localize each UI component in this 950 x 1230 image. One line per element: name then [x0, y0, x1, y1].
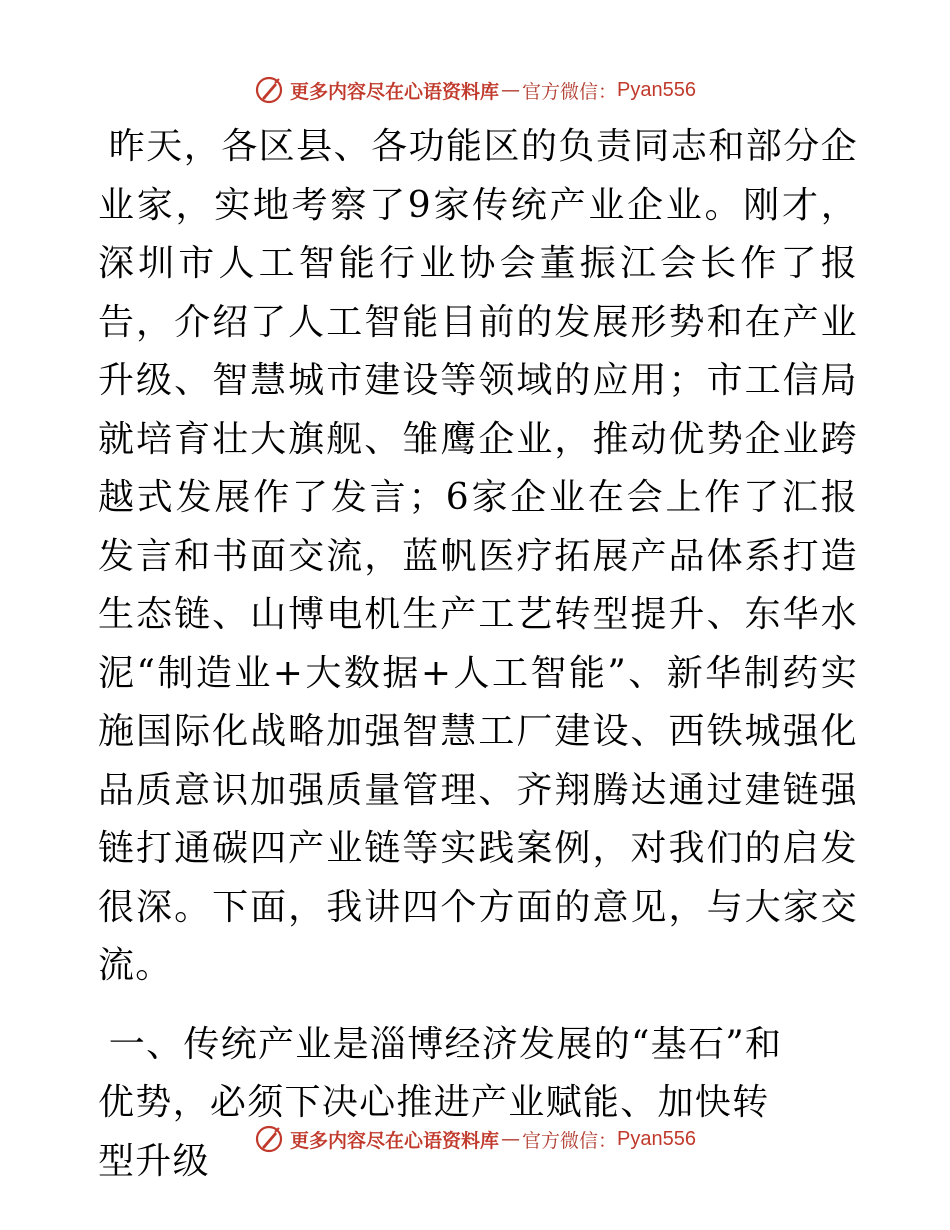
watermark-wechat-id: Pyan556 [617, 78, 696, 101]
watermark-text [290, 1126, 696, 1153]
watermark-dash: — [501, 79, 521, 101]
watermark-brand: 更多内容尽在心语资料库 [290, 80, 500, 103]
header-watermark [0, 73, 950, 107]
watermark-official-label: 官方微信： [522, 1129, 618, 1152]
watermark-text [290, 77, 696, 104]
footer-watermark [0, 1122, 950, 1156]
quill-pen-logo-icon [254, 75, 284, 105]
watermark-official-label: 官方微信： [522, 80, 618, 103]
section-heading: 一、传统产业是淄博经济发展的“基石”和优势，必须下决心推进产业赋能、加快转型升级 [98, 1023, 783, 1182]
document-body [98, 118, 858, 1191]
watermark-brand: 更多内容尽在心语资料库 [290, 1129, 500, 1152]
quill-pen-logo-icon [254, 1124, 284, 1154]
watermark-wechat-id: Pyan556 [617, 1127, 696, 1150]
watermark-dash: — [501, 1128, 521, 1150]
body-paragraph: 昨天，各区县、各功能区的负责同志和部分企业家，实地考察了9家传统产业企业。刚才，深圳市人工智能行业协会董振江会长作了报告，介绍了人工智能目前的发展形势和在产业升级、智慧城市建设等领域的应用；市工信局就培育壮大旗舰、雏鹰企业，推动优势企业跨越式发展作了发言；6家企业在会上作了汇报发言和书面交流，蓝帆医疗拓展产品体系打造生态链、山博电机生产工艺转型提升、东华水泥“制造业+大数据+人工智能”、新华制药实施国际化战略加强智慧工厂建设、西铁城强化品质意识加强质量管理、齐翔腾达通过建链强链打通碳四产业链等实践案例，对我们的启发很深。下面，我讲四个方面的意见，与大家交流。 [98, 126, 858, 986]
